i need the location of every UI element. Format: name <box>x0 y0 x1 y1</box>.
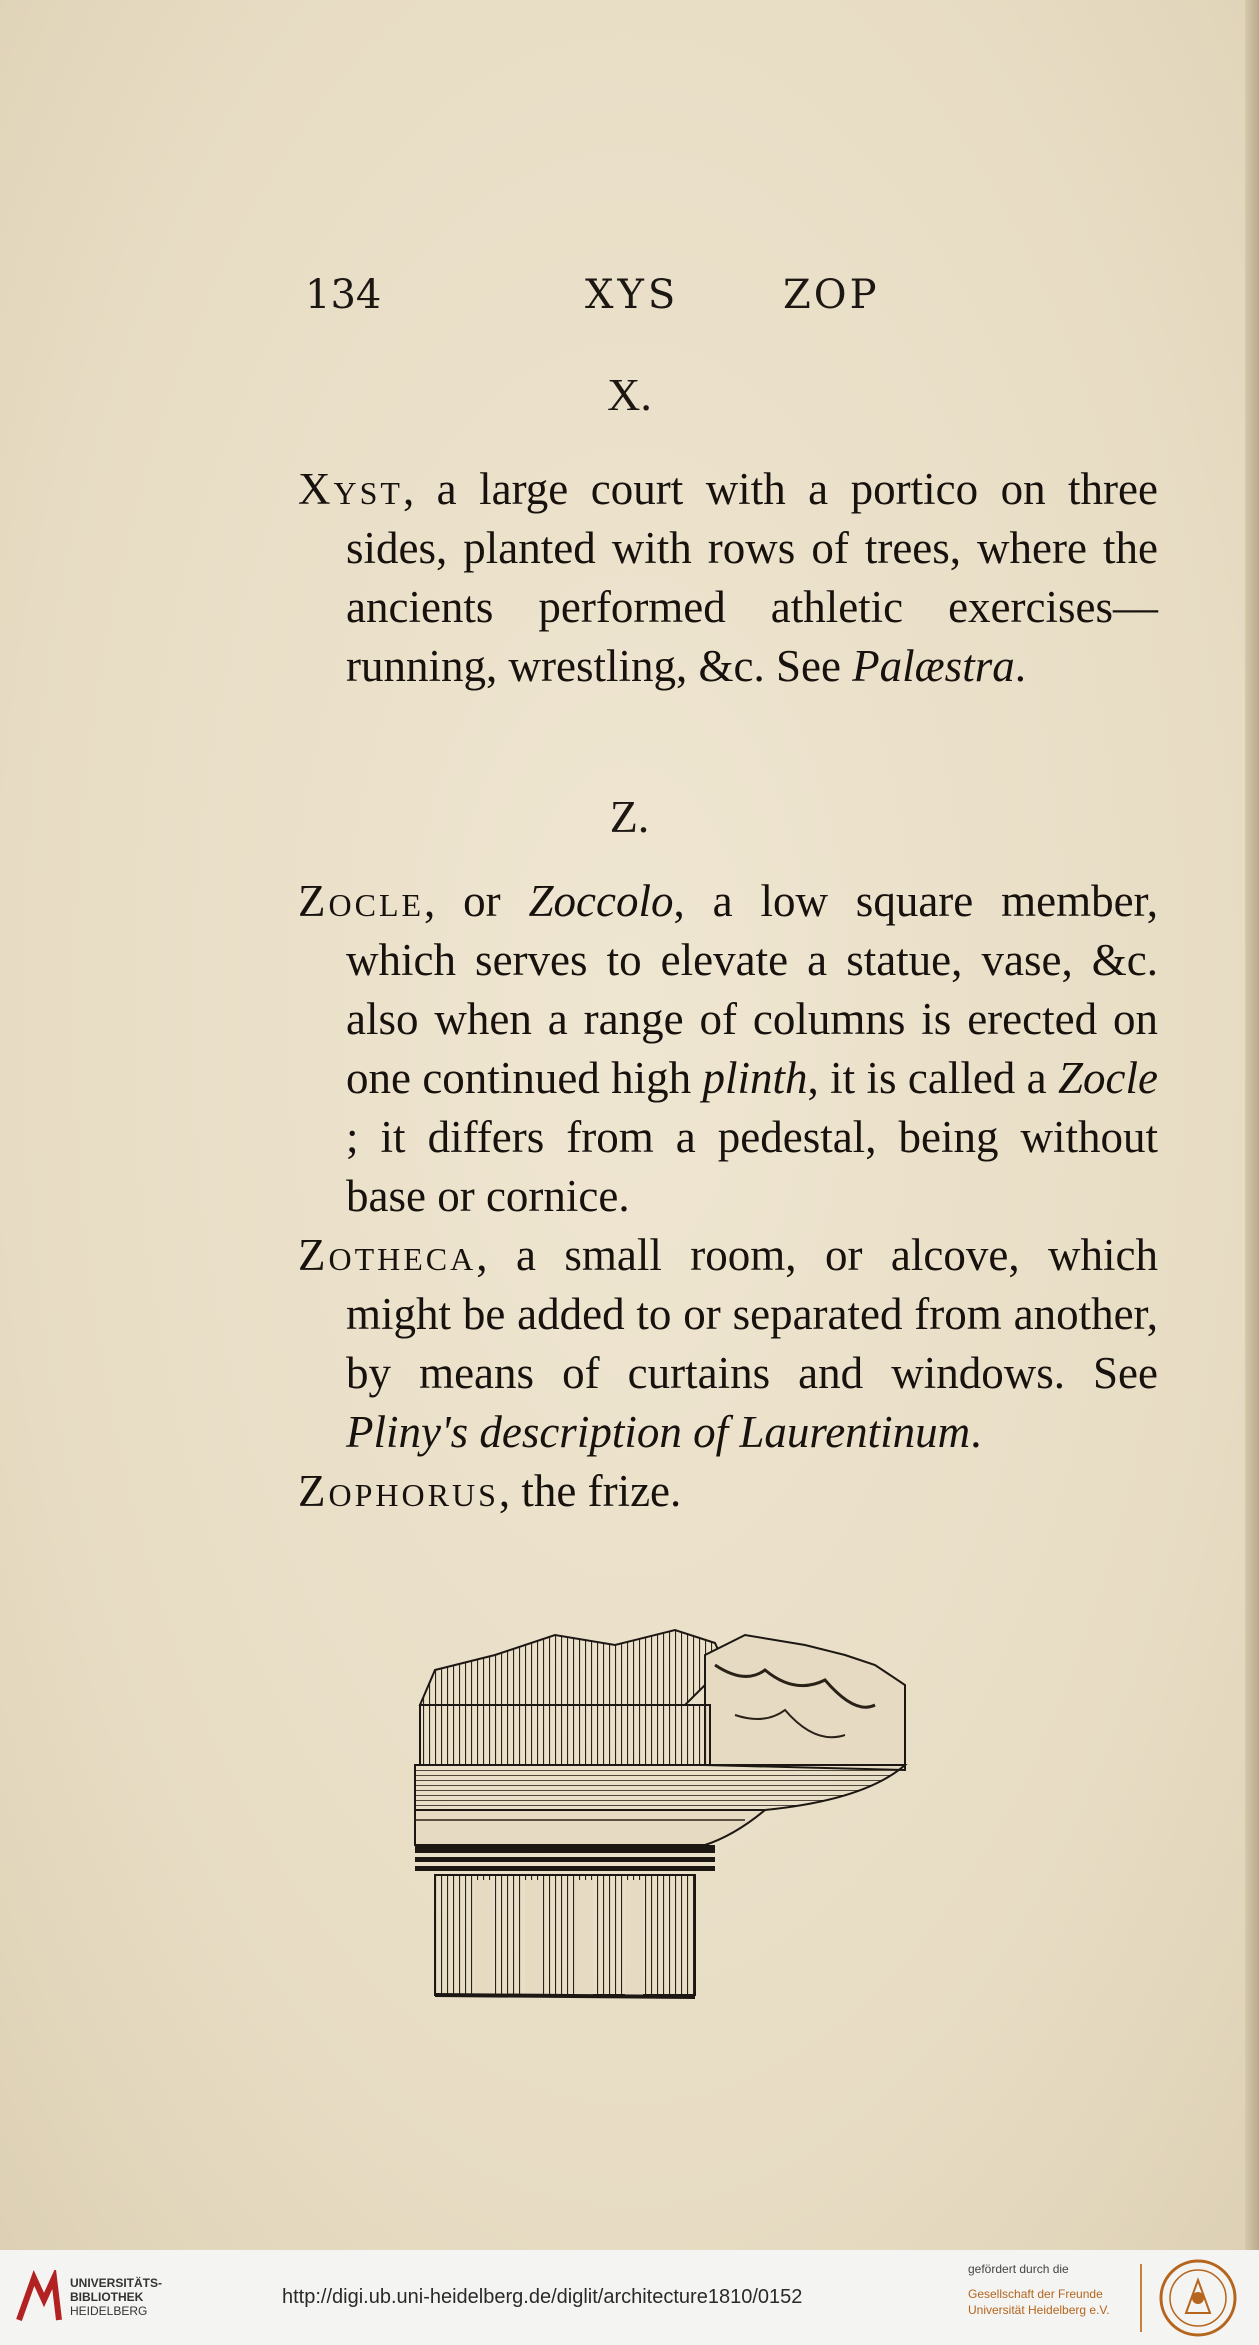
university-seal-icon <box>1158 2258 1238 2338</box>
column-capital-engraving <box>405 1625 985 2015</box>
permalink-url[interactable]: http://digi.ub.uni-heidelberg.de/diglit/architecture1810/0152 <box>282 2286 803 2308</box>
entries-x <box>298 460 1158 696</box>
cross-reference: Palæstra <box>852 641 1015 691</box>
entry-zocle: Zocle, or Zoccolo, a low square member, which serves to elevate a statue, vase, &c. also when a range of columns is erected on one continued high plinth, it is called a Zocle ; it differs from a pedestal, being without base or cornice. <box>298 876 1158 1221</box>
entry-text: , a large court with a portico on three sides, planted with rows of trees, where the ancients performed athletic exercises—running, wrestling, &c. See <box>346 464 1158 691</box>
entry-head: Zotheca <box>298 1230 477 1280</box>
entries-z <box>298 872 1158 1521</box>
university-library-logo-icon <box>14 2270 64 2326</box>
cross-reference: Pliny's description of Laurentinum <box>346 1407 971 1457</box>
page-number: 134 <box>305 272 382 318</box>
header-catchword-right: ZOP <box>783 272 880 318</box>
digitization-footer <box>0 2250 1259 2345</box>
entry-zophorus: Zophorus, the frize. <box>298 1466 682 1516</box>
entry-xyst: Xyst, a large court with a portico on three sides, planted with rows of trees, where the ancients performed athletic exercises—running, wrestling, &c. See Palæstra. <box>298 464 1158 691</box>
library-name: UNIVERSITÄTS- BIBLIOTHEK HEIDELBERG <box>70 2276 163 2318</box>
divider <box>1140 2264 1142 2332</box>
sponsor-credit: gefördert durch die Gesellschaft der Freunde Universität Heidelberg e.V. <box>968 2262 1110 2317</box>
entry-head: Xyst <box>298 464 403 514</box>
section-letter-x: X. <box>607 369 652 420</box>
section-letter-z: Z. <box>609 791 650 842</box>
header-catchword-left: XYS <box>585 272 680 318</box>
entry-zotheca: Zotheca, a small room, or alcove, which might be added to or separated from another, by means of curtains and windows. See Pliny's description of Laurentinum. <box>298 1230 1158 1457</box>
entry-head: Zophorus <box>298 1466 499 1516</box>
entry-head: Zocle <box>298 876 425 926</box>
running-header <box>305 272 905 332</box>
page-edge <box>1245 0 1259 2250</box>
